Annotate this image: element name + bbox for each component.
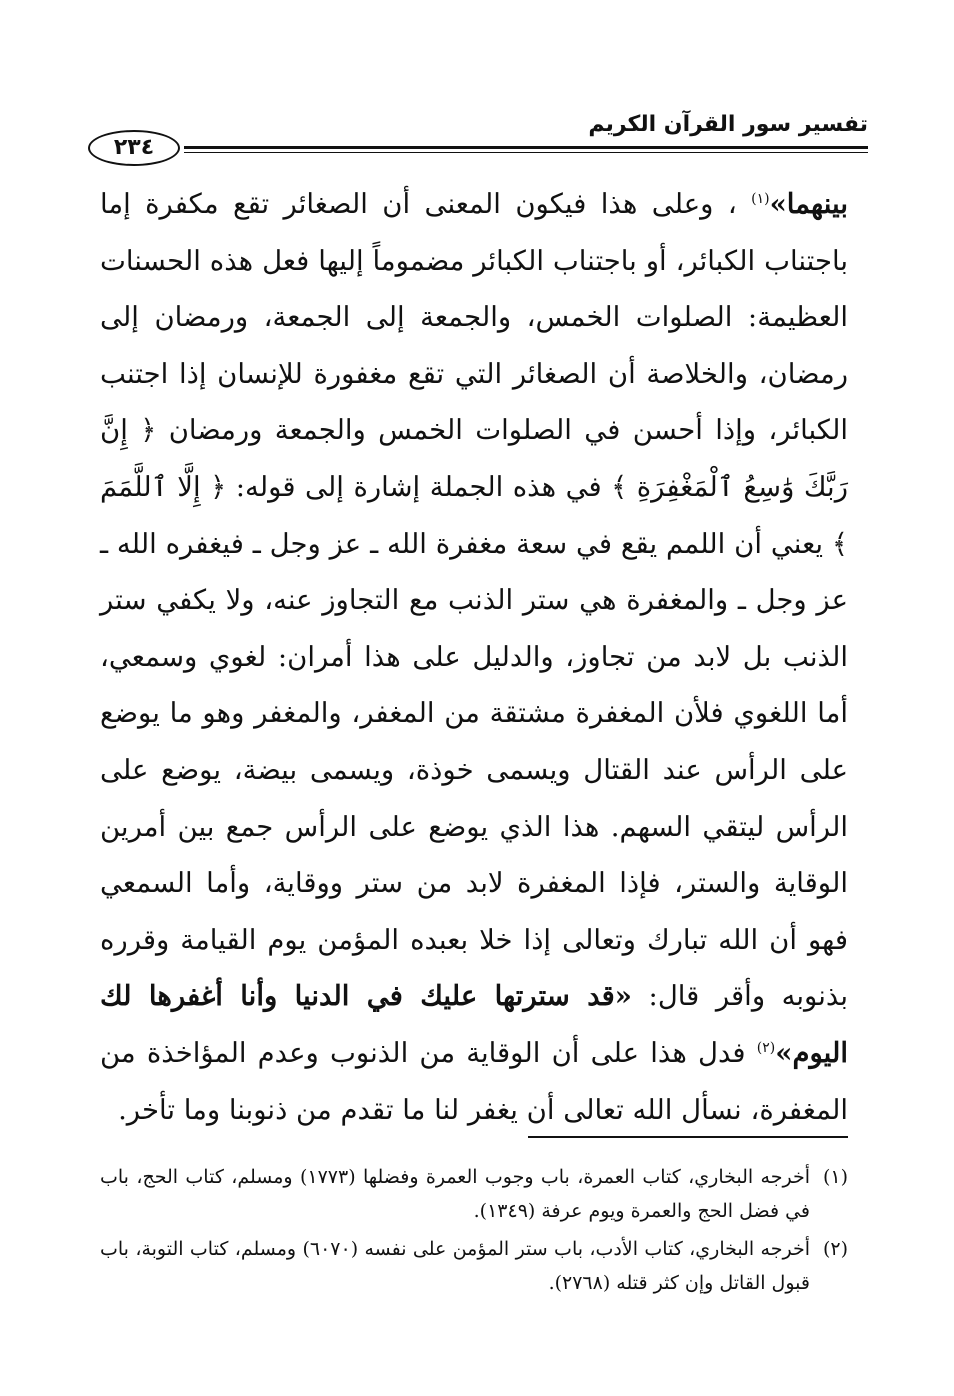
footnote-separator bbox=[528, 1136, 848, 1138]
footnote-ref-2: (٢) bbox=[756, 1039, 776, 1056]
footnote-text: أخرجه البخاري، كتاب الأدب، باب ستر المؤمن على نفسه (٦٠٧٠) ومسلم، كتاب التوبة، باب قبول القاتل وإن كثر قتله (٢٧٦٨). bbox=[100, 1238, 810, 1294]
page-number: ٢٣٤ bbox=[88, 130, 180, 166]
quote-end-fragment: بينهما» bbox=[769, 188, 848, 220]
book-title: تفسير سور القرآن الكريم bbox=[588, 112, 868, 137]
page-header bbox=[88, 100, 868, 170]
paragraph-text-1: ، وعلى هذا فيكون المعنى أن الصغائر تقع مكفرة إما باجتناب الكبائر، أو باجتناب الكبائر مضموماً إليها فعل هذه الحسنات العظيمة: الصلوات الخمس، والجمعة إلى الجمعة، ورمضان إلى رمضان، والخلاصة أن الصغائر التي تقع مغفورة للإنسان إذا اجتنب الكبائر، وإذا أحسن في الصلوات الخمس والجمعة ورمضان ﴿ إِنَّ رَبَّكَ وَٰسِعُ ٱلْمَغْفِرَةِ ﴾ في هذه الجملة إشارة إلى قوله: ﴿ إِلَّا ٱللَّمَمَ ﴾ يعني أن اللمم يقع في سعة مغفرة الله ـ عز وجل ـ فيغفره الله ـ عز وجل ـ والمغفرة هي ستر الذنب مع التجاوز عنه، ولا يكفي ستر الذنب بل لابد من تجاوز، والدليل على هذا أمران: لغوي وسمعي، أما اللغوي فلأن المغفرة مشتقة من المغفر، والمغفر وهو ما يوضع على الرأس عند القتال ويسمى خوذة، ويسمى بيضة، يوضع على الرأس ليتقي السهم. هذا الذي يوضع على الرأس جمع بين أمرين الوقاية والستر، فإذا المغفرة لابد من ستر ووقاية، وأما السمعي فهو أن الله تبارك وتعالى إذا خلا بعبده المؤمن يوم القيامة وقرره بذنوبه وأقر قال: bbox=[100, 188, 848, 1013]
header-rule-thick bbox=[184, 146, 868, 149]
header-rule-thin bbox=[184, 152, 868, 153]
paragraph-text-2: فدل هذا على أن الوقاية من الذنوب وعدم المؤاخذة من المغفرة، نسأل الله تعالى أن يغفر لنا ما تقدم من ذنوبنا وما تأخر. bbox=[100, 1036, 848, 1126]
footnotes bbox=[100, 1160, 848, 1304]
footnote-text: أخرجه البخاري، كتاب العمرة، باب وجوب العمرة وفضلها (١٧٧٣) ومسلم، كتاب الحج، باب في فضل الحج والعمرة ويوم عرفة (١٣٤٩). bbox=[100, 1166, 810, 1222]
footnote-ref-1: (١) bbox=[751, 190, 770, 207]
hadith-quote: «قد سترتها عليك في الدنيا وأنا أغفرها لك اليوم» bbox=[100, 980, 848, 1069]
footnote-1 bbox=[100, 1160, 848, 1228]
main-text bbox=[100, 176, 848, 1138]
footnote-2 bbox=[100, 1232, 848, 1300]
footnote-number: (٢) bbox=[822, 1238, 848, 1260]
main-paragraph bbox=[100, 176, 848, 1138]
footnote-number: (١) bbox=[822, 1166, 848, 1188]
